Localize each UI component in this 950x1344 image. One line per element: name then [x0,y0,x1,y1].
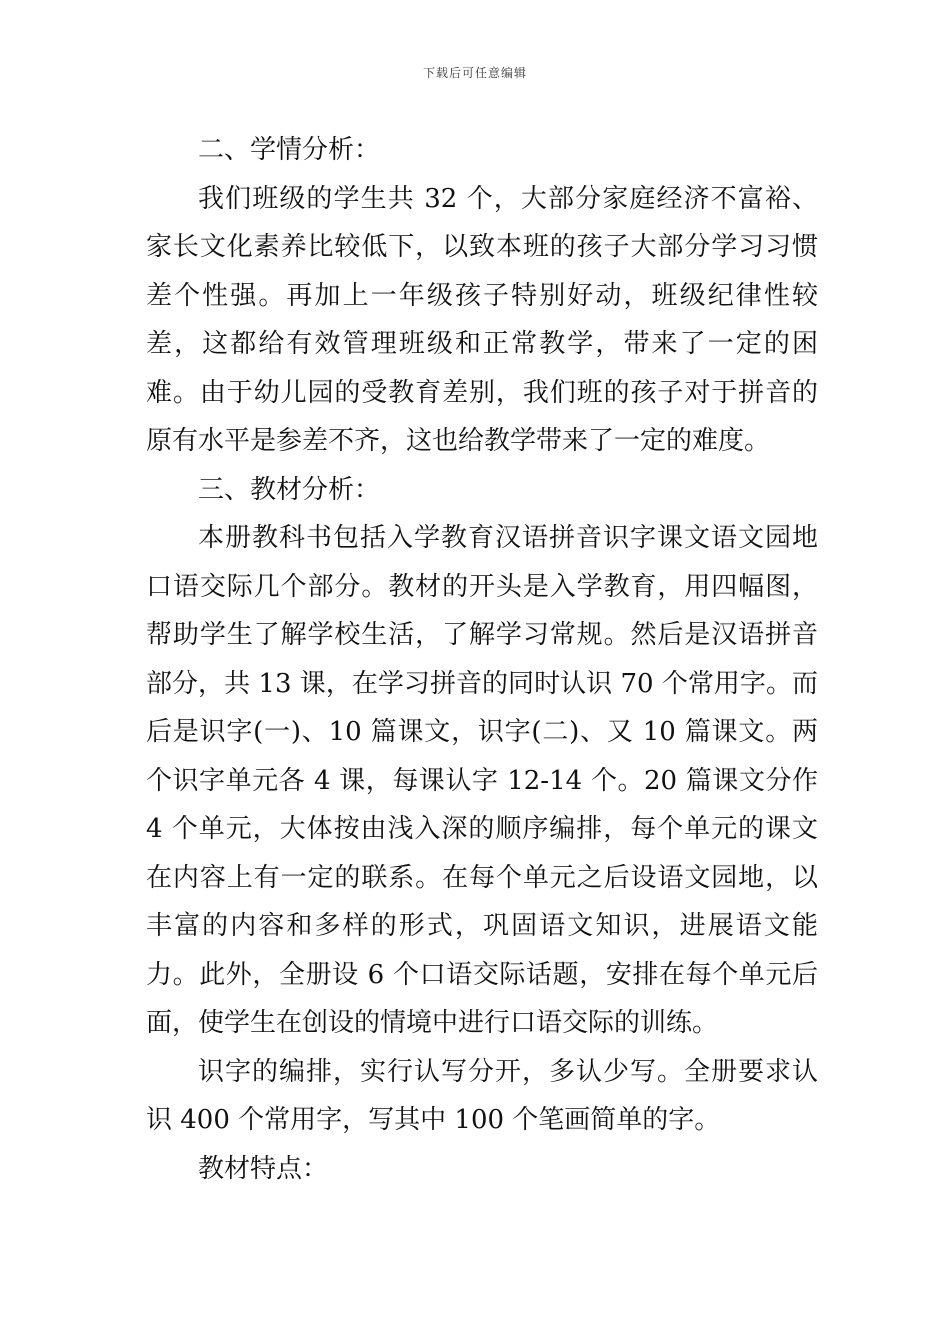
paragraph-literacy-arrangement: 识字的编排，实行认写分开，多认少写。全册要求认识 400 个常用字，写其中 100 个笔画简单的字。 [146,1056,818,1135]
section-heading-textbook-features: 教材特点： [198,1153,329,1184]
header-note: 下载后可任意编辑 [422,66,527,80]
document-body [146,126,818,1193]
section-heading-textbook-analysis: 三、教材分析： [198,474,381,505]
paragraph-student-analysis: 我们班级的学生共 32 个，大部分家庭经济不富裕、家长文化素养比较低下，以致本班的孩子大部分学习习惯差个性强。再加上一年级孩子特别好动，班级纪律性较差，这都给有效管理班级和正常教学，带来了一定的困难。由于幼儿园的受教育差别，我们班的孩子对于拼音的原有水平是参差不齐，这也给教学带来了一定的难度。 [146,183,818,456]
section-heading-student-analysis: 二、学情分析： [198,135,381,165]
paragraph-textbook-overview: 本册教科书包括入学教育汉语拼音识字课文语文园地口语交际几个部分。教材的开头是入学教育，用四幅图，帮助学生了解学校生活，了解学习常规。然后是汉语拼音部分，共 13 课，在学习拼音的同时认识 70 个常用字。而后是识字(一)、10 篇课文，识字(二)、又 10 篇课文。两个识字单元各 4 课，每课认字 12-14 个。20 篇课文分作 4 个单元，大体按由浅入深的顺序编排，每个单元的课文在内容上有一定的联系。在每个单元之后设语文园地，以丰富的内容和多样的形式，巩固语文知识，进展语文能力。此外，全册设 6 个口语交际话题，安排在每个单元后面，使学生在创设的情境中进行口语交际的训练。 [146,523,818,1038]
